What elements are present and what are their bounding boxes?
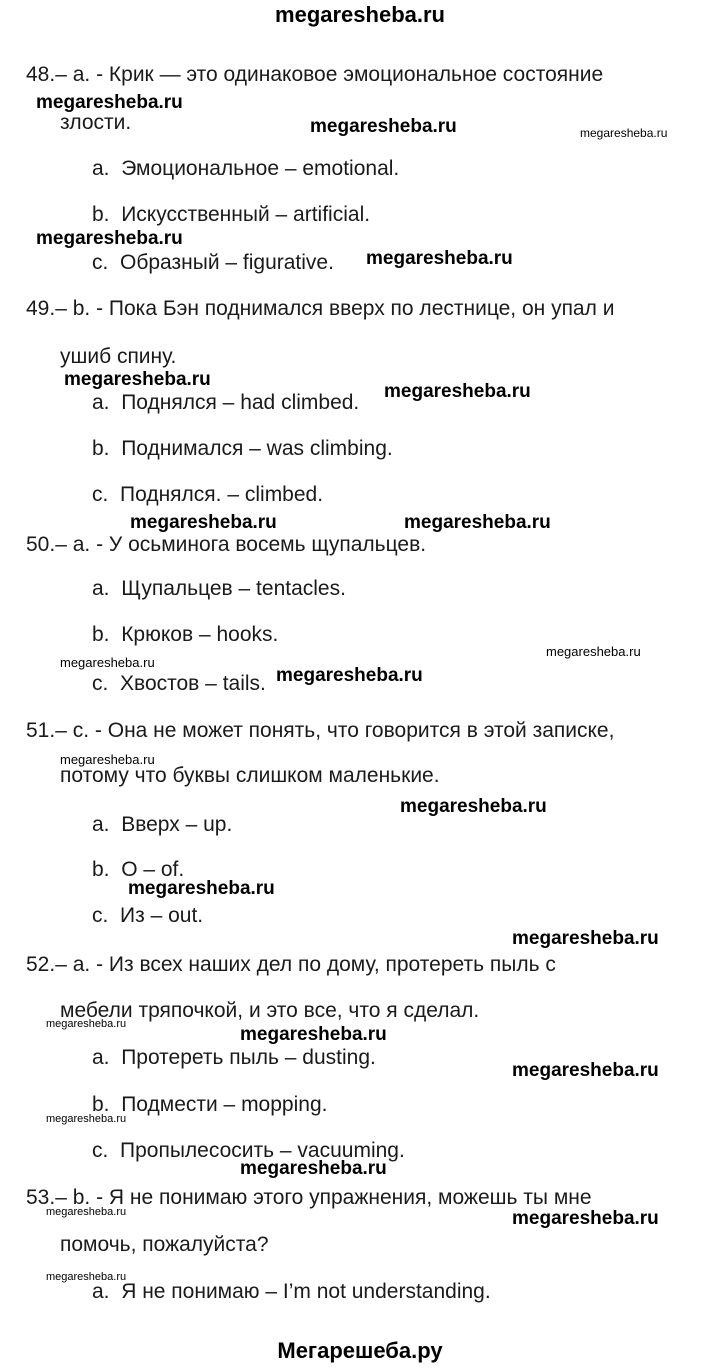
question-53-line-2: помочь, пожалуйста? [60,1233,269,1256]
option-52-b: b. Подмести – mopping. [92,1093,328,1116]
watermark: megaresheba.ru [384,381,531,402]
watermark: megaresheba.ru [512,928,659,949]
watermark: megaresheba.ru [310,116,457,137]
question-48-line-2: злости. [60,111,132,134]
answer-key: – a. - [55,63,104,86]
question-50-line-1: 50.– a. - У осьминога восемь щупальцев. [26,533,427,556]
footer-label: Мегарешеба.ру [277,1338,443,1363]
option-49-b: b. Поднимался – was climbing. [92,437,393,460]
header-site-title: megaresheba.ru [275,2,445,27]
watermark: megaresheba.ru [46,1113,127,1125]
question-49-line-1: 49.– b. - Пока Бэн поднимался вверх по лестнице, он упал и [26,297,615,320]
option-51-b: b. О – of. [92,858,185,881]
option-53-a: a. Я не понимаю – I’m not understanding. [92,1280,491,1303]
option-52-a: a. Протереть пыль – dusting. [92,1046,376,1069]
option-49-a: a. Поднялся – had climbed. [92,391,360,414]
watermark: megaresheba.ru [276,665,423,686]
option-51-a: a. Вверх – up. [92,813,233,836]
question-53-line-1: 53.– b. - Я не понимаю этого упражнения, можешь ты мне [26,1186,592,1209]
question-51-line-1: 51.– c. - Она не может понять, что говорится в этой записке, [26,719,615,742]
option-48-b: b. Искусственный – artificial. [92,203,371,226]
watermark: megaresheba.ru [64,369,211,390]
watermark: megaresheba.ru [512,1060,659,1081]
option-50-b: b. Крюков – hooks. [92,623,279,646]
option-48-c: c. Образный – figurative. [92,251,334,274]
watermark: megaresheba.ru [130,512,277,533]
watermark: megaresheba.ru [512,1208,659,1229]
question-text: Крик — это одинаковое эмоциональное состояние [108,63,604,86]
watermark: megaresheba.ru [46,1271,127,1283]
option-52-c: c. Пропылесосить – vacuuming. [92,1139,405,1162]
watermark: megaresheba.ru [60,655,155,670]
watermark: megaresheba.ru [404,512,551,533]
option-51-c: c. Из – out. [92,904,204,927]
watermark: megaresheba.ru [240,1158,387,1179]
watermark: megaresheba.ru [128,878,275,899]
question-52-line-2: мебели тряпочкой, и это все, что я сделал. [60,999,480,1022]
option-49-c: c. Поднялся. – climbed. [92,483,324,506]
watermark: megaresheba.ru [46,1206,127,1218]
question-48-line-1 [26,63,603,87]
question-number: 48. [26,63,56,86]
watermark: megaresheba.ru [36,92,183,113]
question-51-line-2: потому что буквы слишком маленькие. [60,764,440,787]
watermark: megaresheba.ru [580,126,668,140]
option-50-c: c. Хвостов – tails. [92,672,266,695]
watermark: megaresheba.ru [46,1018,127,1030]
watermark: megaresheba.ru [36,228,183,249]
option-48-a: a. Эмоциональное – emotional. [92,157,400,180]
question-49-line-2: ушиб спину. [60,345,177,368]
watermark: megaresheba.ru [60,752,155,767]
question-52-line-1: 52.– a. - Из всех наших дел по дому, протереть пыль с [26,953,556,976]
watermark: megaresheba.ru [546,644,641,659]
watermark: megaresheba.ru [366,248,513,269]
watermark: megaresheba.ru [400,796,547,817]
option-50-a: a. Щупальцев – tentacles. [92,577,346,600]
watermark: megaresheba.ru [240,1024,387,1045]
